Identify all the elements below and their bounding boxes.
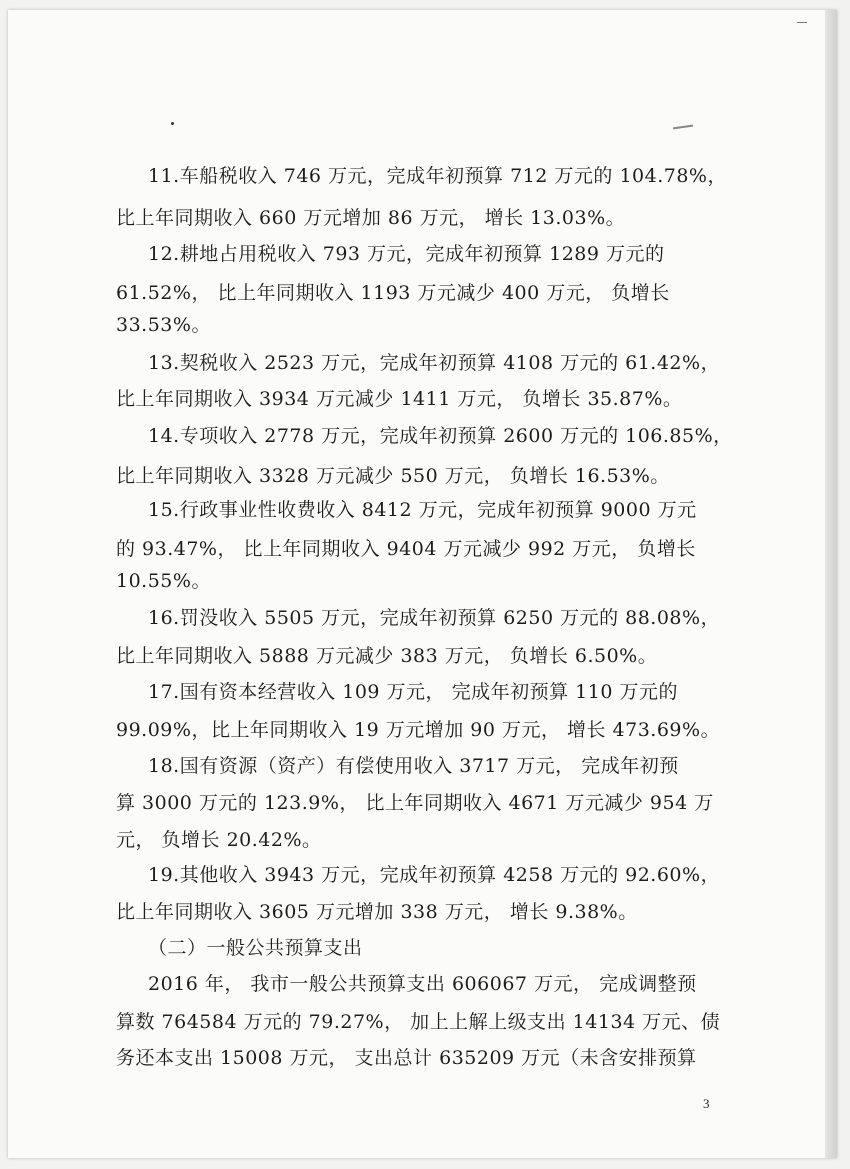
text-line: 13.契税收入 2523 万元，完成年初预算 4108 万元的 61.42%， bbox=[148, 352, 721, 374]
text-line: 19.其他收入 3943 万元，完成年初预算 4258 万元的 92.60%， bbox=[148, 864, 721, 886]
text-line: 比上年同期收入 660 万元增加 86 万元， 增长 13.03%。 bbox=[116, 207, 626, 229]
text-line: 33.53%。 bbox=[116, 314, 211, 336]
corner-mark bbox=[797, 22, 807, 23]
text-line: 比上年同期收入 3328 万元减少 550 万元， 负增长 16.53%。 bbox=[116, 465, 670, 487]
text-line: 元， 负增长 20.42%。 bbox=[116, 829, 322, 851]
text-line: 16.罚没收入 5505 万元，完成年初预算 6250 万元的 88.08%， bbox=[148, 607, 721, 629]
text-line: 10.55%。 bbox=[116, 570, 211, 592]
text-line: 比上年同期收入 3934 万元减少 1411 万元， 负增长 35.87%。 bbox=[116, 388, 683, 410]
page-number: 3 bbox=[703, 1096, 710, 1111]
ink-scratch bbox=[673, 125, 693, 130]
text-line: 12.耕地占用税收入 793 万元，完成年初预算 1289 万元的 bbox=[148, 243, 665, 265]
text-line: 61.52%， 比上年同期收入 1193 万元减少 400 万元， 负增长 bbox=[116, 282, 670, 304]
text-line: 14.专项收入 2778 万元，完成年初预算 2600 万元的 106.85%， bbox=[148, 425, 733, 447]
page-edge-shadow bbox=[825, 10, 837, 1158]
text-line: 11.车船税收入 746 万元，完成年初预算 712 万元的 104.78%， bbox=[148, 165, 727, 187]
ink-dot bbox=[171, 122, 174, 125]
text-line: 算数 764584 万元的 79.27%， 加上上解上级支出 14134 万元、债 bbox=[116, 1011, 721, 1033]
text-line: 17.国有资本经营收入 109 万元， 完成年初预算 110 万元的 bbox=[148, 681, 678, 703]
text-line: 2016 年， 我市一般公共预算支出 606067 万元， 完成调整预 bbox=[148, 973, 697, 995]
section-heading: （二）一般公共预算支出 bbox=[148, 937, 363, 959]
document-page bbox=[8, 10, 837, 1158]
text-line: 99.09%，比上年同期收入 19 万元增加 90 万元， 增长 473.69%。 bbox=[116, 719, 721, 741]
text-line: 比上年同期收入 5888 万元减少 383 万元， 负增长 6.50%。 bbox=[116, 645, 658, 667]
text-line: 18.国有资源（资产）有偿使用收入 3717 万元， 完成年初预 bbox=[148, 755, 679, 777]
text-line: 的 93.47%， 比上年同期收入 9404 万元减少 992 万元， 负增长 bbox=[116, 538, 696, 560]
text-line: 15.行政事业性收费收入 8412 万元，完成年初预算 9000 万元 bbox=[148, 499, 697, 521]
text-line: 算 3000 万元的 123.9%， 比上年同期收入 4671 万元减少 954 万 bbox=[116, 792, 714, 814]
text-line: 比上年同期收入 3605 万元增加 338 万元， 增长 9.38%。 bbox=[116, 901, 638, 923]
text-line: 务还本支出 15008 万元， 支出总计 635209 万元（未含安排预算 bbox=[116, 1047, 697, 1069]
